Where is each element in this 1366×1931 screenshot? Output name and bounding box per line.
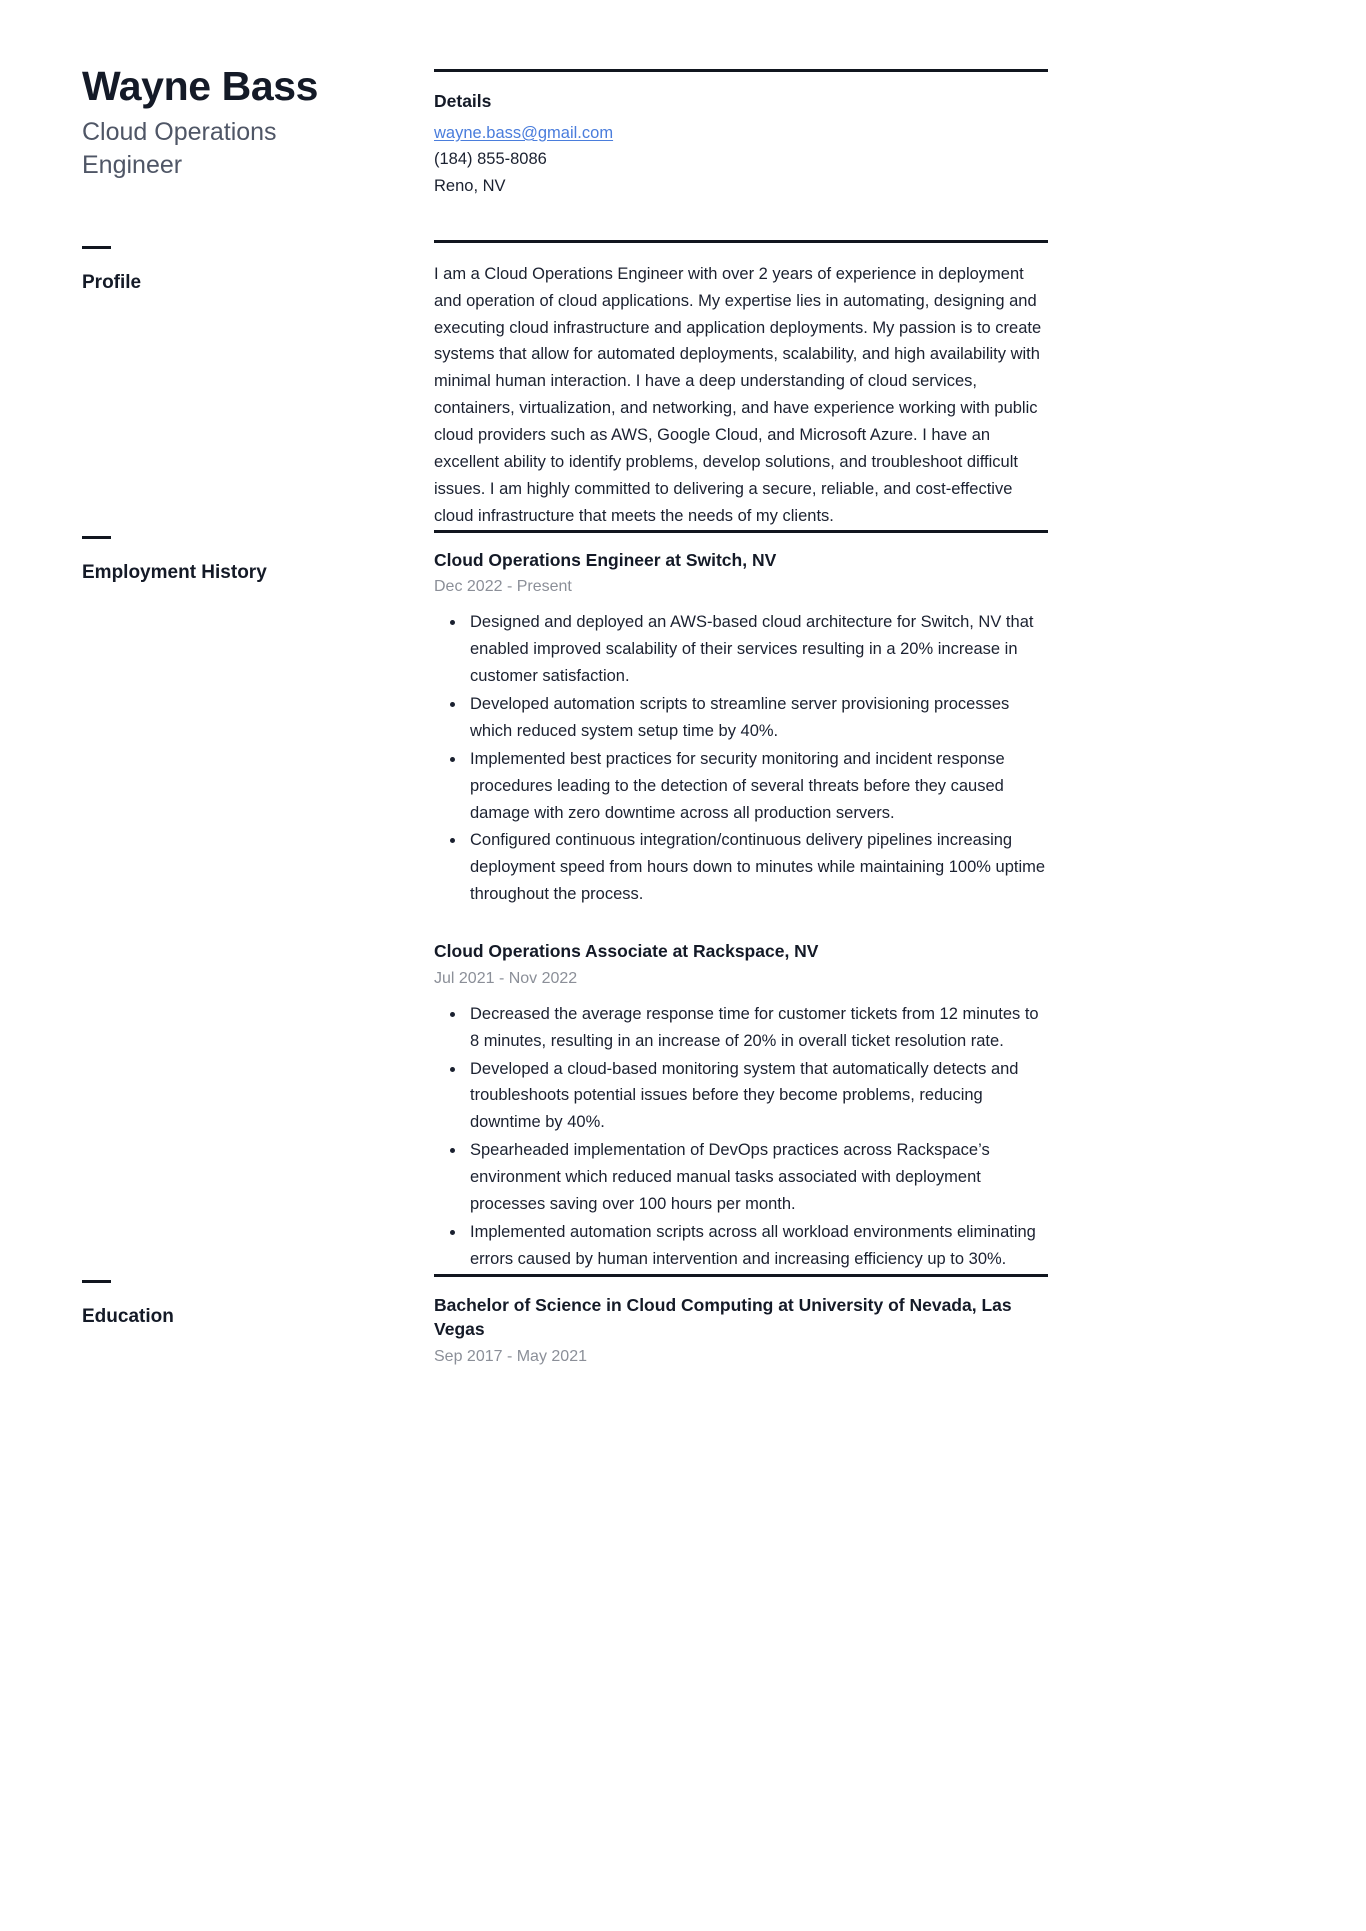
education-entry — [434, 1293, 1048, 1369]
job-bullet-list — [434, 609, 1048, 908]
job-bullet: Developed a cloud-based monitoring system that automatically detects and troubleshoots potential issues before they become problems, reducing downtime by 40%. — [468, 1056, 1048, 1137]
candidate-job-title: Cloud Operations Engineer — [82, 117, 277, 180]
employment-side-label-col — [82, 530, 434, 586]
resume-header — [82, 62, 1048, 200]
education-dash-marker — [82, 1280, 111, 1283]
profile-paragraph: I am a Cloud Operations Engineer with over 2 years of experience in deployment and operation of cloud applications. My expertise lies in automating, designing and executing cloud infrastructure and application deployments. My passion is to create systems that allow for automated deployments, scalability, and high availability with minimal human interaction. I have a deep understanding of cloud services, containers, virtualization, and networking, and have experience working with public cloud providers such as AWS, Google Cloud, and Microsoft Azure. I have an excellent ability to identify problems, develop solutions, and troubleshoot difficult issues. I am highly committed to delivering a secure, reliable, and cost-effective cloud infrastructure that meets the needs of my clients. — [434, 264, 1042, 525]
job-bullet: Implemented best practices for security monitoring and incident response procedures leading to the detection of several threats before they caused damage with zero downtime across all production servers. — [468, 746, 1048, 827]
job-bullet: Configured continuous integration/continuous delivery pipelines increasing deployment speed from hours down to minutes while maintaining 100% uptime throughout the process. — [468, 827, 1048, 908]
job-entry — [434, 549, 1048, 908]
education-divider — [434, 1274, 1048, 1277]
job-entry — [434, 940, 1048, 1273]
job-dates: Dec 2022 - Present — [434, 578, 572, 596]
education-dates: Sep 2017 - May 2021 — [434, 1347, 587, 1365]
job-title: Cloud Operations Engineer at Switch, NV — [434, 549, 777, 570]
details-phone: (184) 855-8086 — [434, 150, 547, 169]
employment-dash-marker — [82, 536, 111, 539]
email-link[interactable]: wayne.bass@gmail.com — [434, 123, 614, 142]
job-bullet: Designed and deployed an AWS-based cloud architecture for Switch, NV that enabled improved scalability of their services resulting in a 20% increase in customer satisfaction. — [468, 609, 1048, 690]
job-bullet: Decreased the average response time for customer tickets from 12 minutes to 8 minutes, resulting in an increase of 20% in overall ticket resolution rate. — [468, 1001, 1048, 1055]
details-location: Reno, NV — [434, 177, 506, 196]
education-side-label-col — [82, 1274, 434, 1330]
details-section — [434, 62, 1048, 200]
candidate-name: Wayne Bass — [82, 63, 319, 109]
details-divider — [434, 69, 1048, 72]
job-bullet: Spearheaded implementation of DevOps practices across Rackspace’s environment which reduced manual tasks associated with deployment processes saving over 100 hours per month. — [468, 1137, 1048, 1218]
profile-dash-marker — [82, 246, 111, 249]
profile-side-label-col — [82, 240, 434, 296]
employment-section — [82, 530, 1048, 1274]
details-heading: Details — [434, 91, 492, 111]
employment-divider — [434, 530, 1048, 533]
job-bullet: Implemented automation scripts across all workload environments eliminating errors caused by human intervention and increasing efficiency up to 30%. — [468, 1219, 1048, 1273]
employment-section-label: Employment History — [82, 561, 267, 583]
job-title: Cloud Operations Associate at Rackspace, NV — [434, 941, 819, 962]
education-section-label: Education — [82, 1305, 174, 1327]
profile-content-col — [434, 240, 1048, 530]
header-identity — [82, 62, 434, 182]
employment-content-col — [434, 530, 1048, 1274]
job-dates: Jul 2021 - Nov 2022 — [434, 969, 578, 987]
job-bullet-list — [434, 1001, 1048, 1273]
details-email-line — [434, 120, 1048, 147]
profile-section — [82, 240, 1048, 530]
education-content-col — [434, 1274, 1048, 1369]
profile-divider — [434, 240, 1048, 243]
profile-section-label: Profile — [82, 271, 142, 293]
education-title: Bachelor of Science in Cloud Computing at University of Nevada, Las Vegas — [434, 1294, 1012, 1339]
job-bullet: Developed automation scripts to streamline server provisioning processes which reduced system setup time by 40%. — [468, 691, 1048, 745]
education-section — [82, 1274, 1048, 1369]
